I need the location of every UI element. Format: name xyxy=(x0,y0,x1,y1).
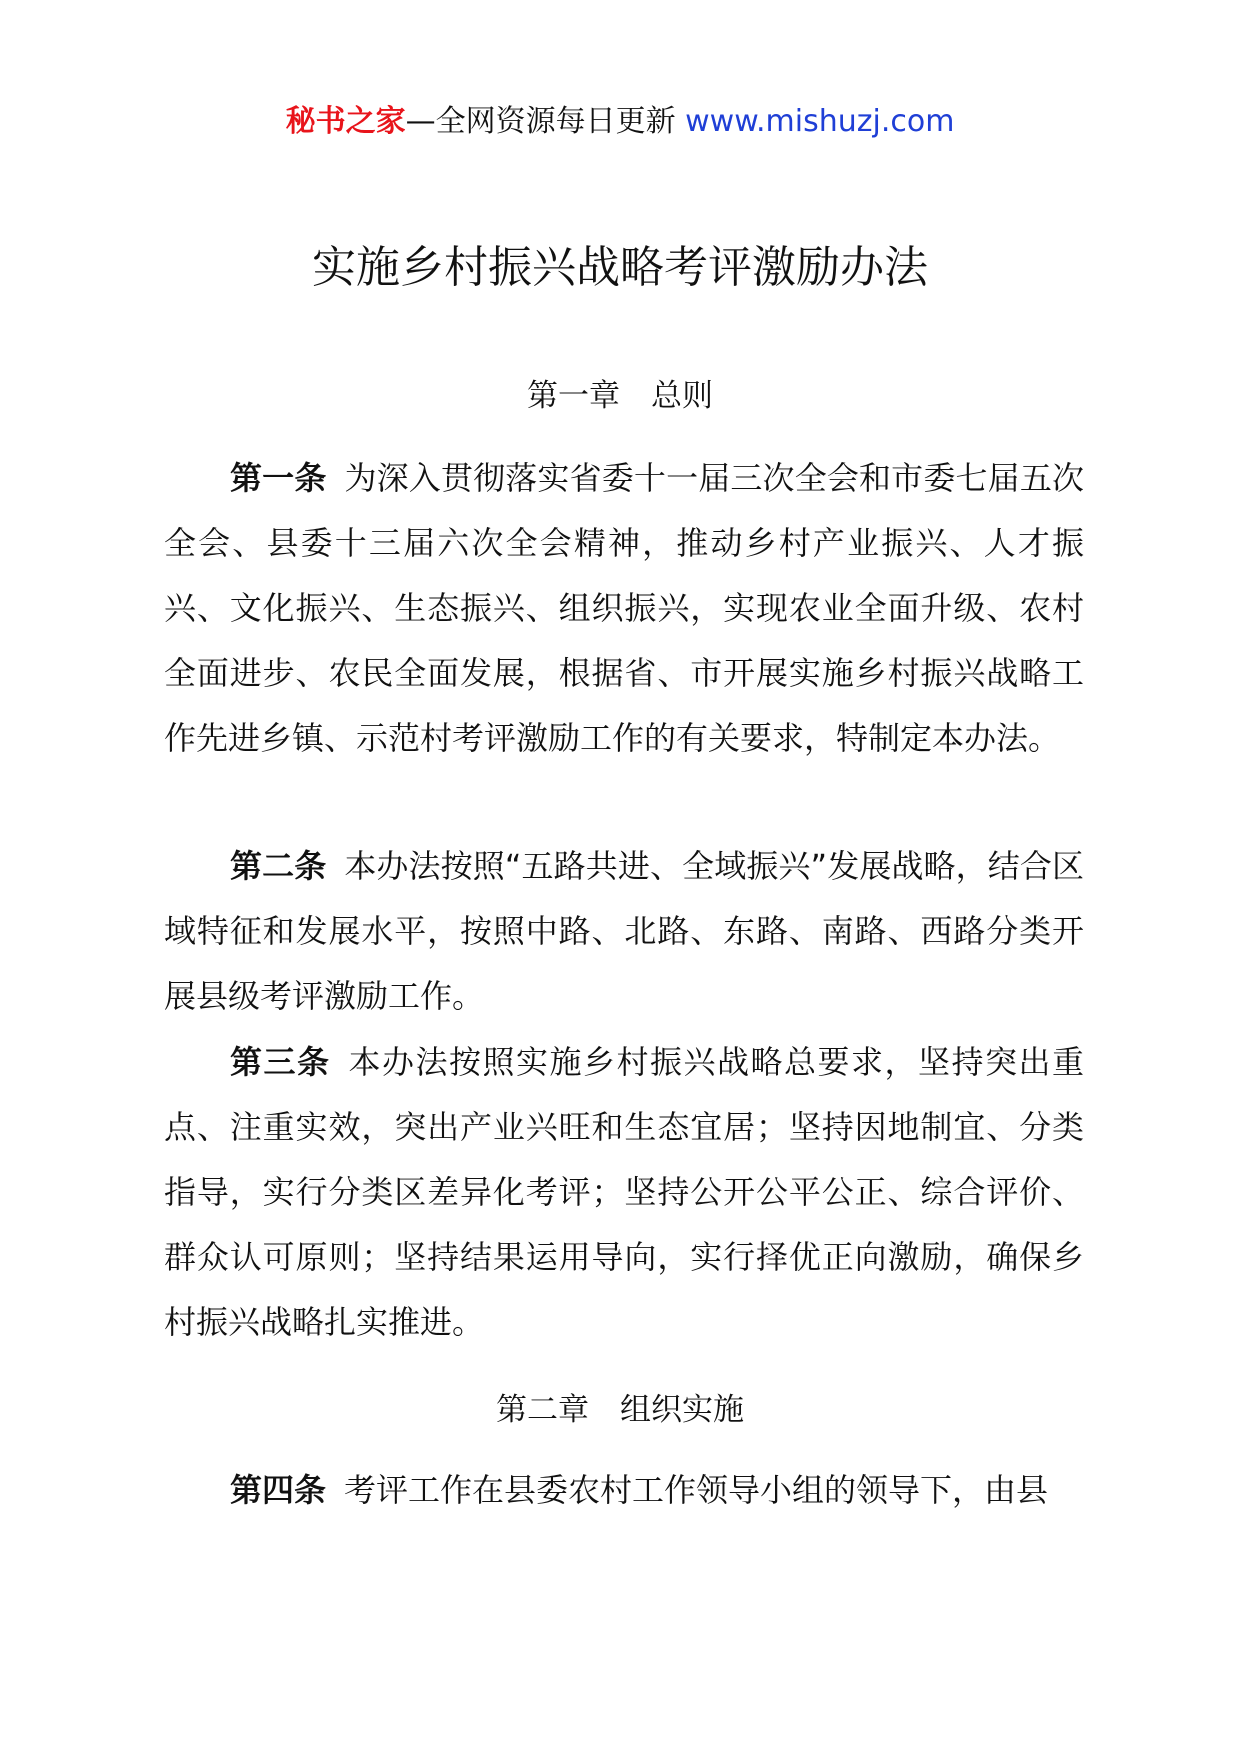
chapter-heading xyxy=(0,372,1240,420)
article-text: 本办法按照实施乡村振兴战略总要求，坚持突出重点、注重实效，突出产业兴旺和生态宜居；坚持因地制宜、分类指导，实行分类区差异化考评；坚持公开公平公正、综合评价、群众认可原则；坚持结果运用导向，实行择优正向激励，确保乡村振兴战略扎实推进。 xyxy=(164,1043,1084,1341)
site-header xyxy=(0,98,1240,146)
article-number: 第一条 xyxy=(230,459,327,497)
chapter-number: 第一章 xyxy=(527,378,620,414)
site-brand: 秘书之家 xyxy=(285,104,406,139)
site-tagline: —全网资源每日更新 xyxy=(405,104,676,139)
article-number: 第二条 xyxy=(230,847,327,885)
article-number: 第四条 xyxy=(230,1471,327,1509)
chapter-heading xyxy=(0,1386,1240,1434)
chapter-name: 组织实施 xyxy=(620,1392,744,1428)
article-number: 第三条 xyxy=(230,1043,331,1081)
article-paragraph xyxy=(164,1458,1084,1523)
article-text: 考评工作在县委农村工作领导小组的领导下，由县 xyxy=(344,1471,1049,1509)
site-url-link[interactable]: www.mishuzj.com xyxy=(685,104,955,139)
article-paragraph xyxy=(164,446,1084,771)
chapter-name: 总则 xyxy=(651,378,713,414)
document-title: 实施乡村振兴战略考评激励办法 xyxy=(312,242,928,293)
article-paragraph xyxy=(164,1030,1084,1355)
chapter-number: 第二章 xyxy=(496,1392,589,1428)
article-text: 为深入贯彻落实省委十一届三次全会和市委七届五次全会、县委十三届六次全会精神，推动乡村产业振兴、人才振兴、文化振兴、生态振兴、组织振兴，实现农业全面升级、农村全面进步、农民全面发展，根据省、市开展实施乡村振兴战略工作先进乡镇、示范村考评激励工作的有关要求，特制定本办法。 xyxy=(164,459,1084,757)
article-paragraph xyxy=(164,834,1084,1029)
article-text: 本办法按照“五路共进、全域振兴”发展战略，结合区域特征和发展水平，按照中路、北路、东路、南路、西路分类开展县级考评激励工作。 xyxy=(164,847,1084,1015)
